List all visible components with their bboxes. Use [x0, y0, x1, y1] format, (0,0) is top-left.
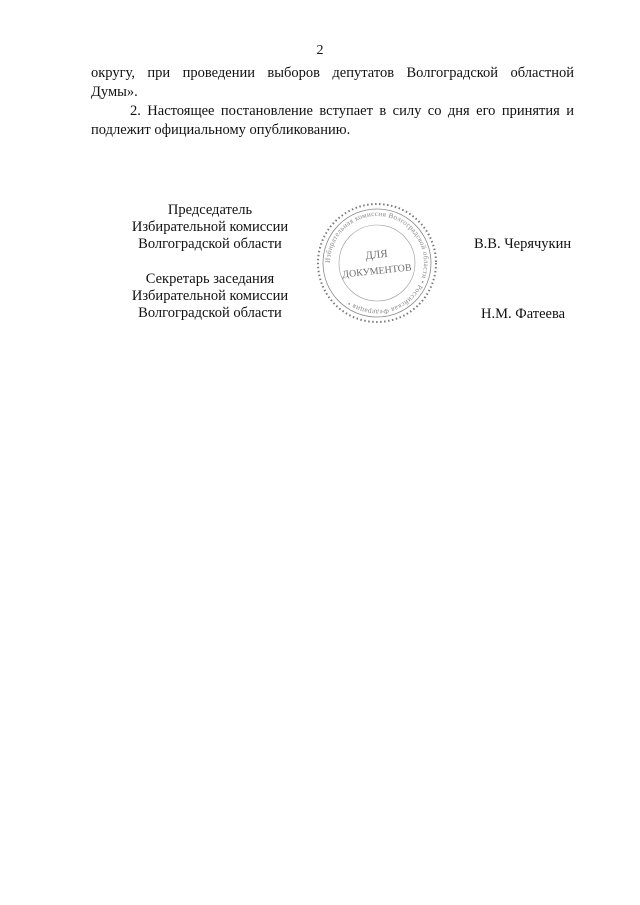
chairman-title-line-3: Волгоградской области — [138, 236, 282, 252]
chairman-name: В.В. Черячукин — [474, 236, 572, 252]
stamp-ring-text: Избирательная комиссия Волгоградской области • Российская Федерация • — [323, 209, 431, 317]
secretary-name: Н.М. Фатеева — [481, 306, 566, 322]
paragraph-1-line-2: Думы». — [91, 84, 138, 100]
chairman-title-line-2: Избирательной комиссии — [131, 219, 289, 235]
chairman-title-line-1: Председатель — [167, 202, 253, 218]
stamp-center-line-2: ДОКУМЕНТОВ — [341, 262, 413, 281]
secretary-title-line-3: Волгоградской области — [138, 305, 282, 321]
svg-text:Избирательная комиссия Волгогр — [324, 210, 430, 316]
body-text — [91, 64, 574, 140]
paragraph-2: 2. Настоящее постановление вступает в силу со дня его принятия и подлежит официальному опубликованию. — [91, 103, 574, 138]
secretary-title-block — [110, 271, 310, 322]
stamp-outer-ring — [318, 204, 436, 322]
paragraph-1-line-1: округу, при проведении выборов депутатов Волгоградской областной — [91, 65, 574, 81]
official-seal-stamp — [314, 200, 440, 326]
stamp-center-line-1: ДЛЯ — [364, 247, 389, 263]
secretary-title-line-2: Избирательной комиссии — [131, 288, 289, 304]
page-number: 2 — [316, 43, 324, 58]
chairman-title-block — [110, 202, 310, 253]
secretary-title-line-1: Секретарь заседания — [145, 271, 275, 287]
